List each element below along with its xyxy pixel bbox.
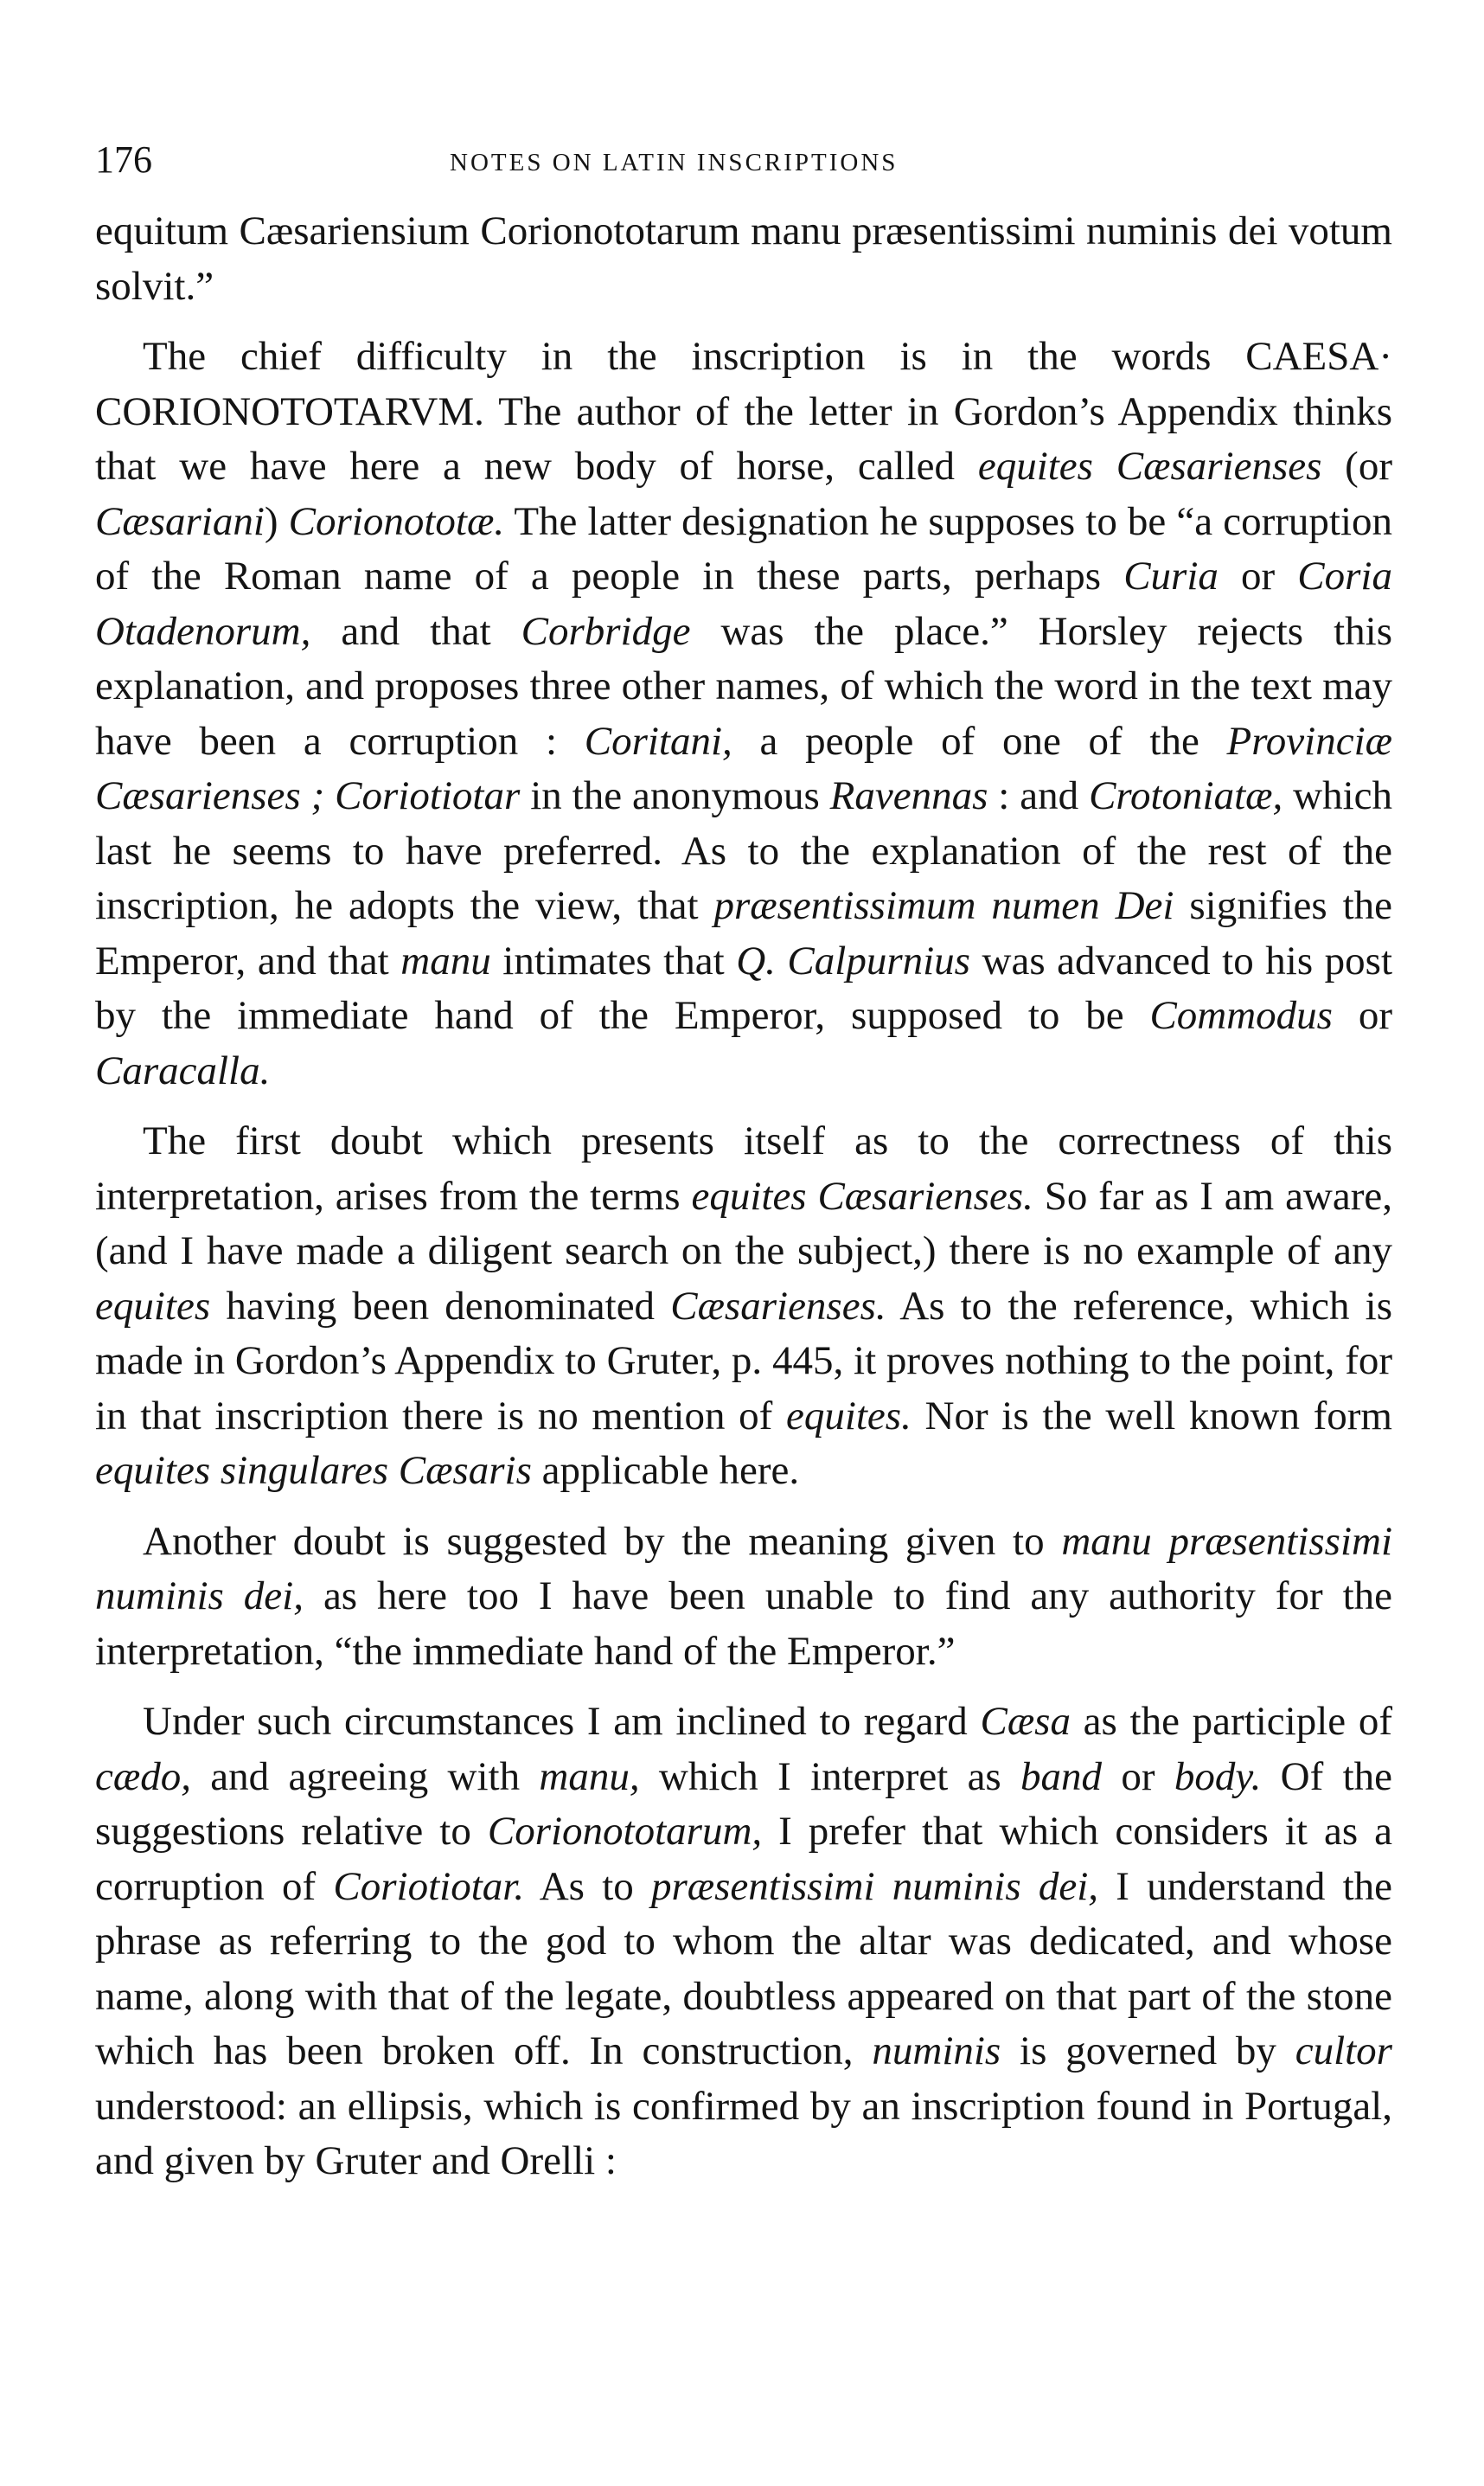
italic-text: body.	[1174, 1753, 1262, 1799]
text-run: and that	[310, 608, 521, 654]
italic-text: Coriotiotar.	[333, 1863, 525, 1909]
italic-text: Coria Otadenorum,	[95, 554, 1392, 654]
italic-text: equites singulares Cæsaris	[95, 1448, 532, 1493]
text-run: So far as I am aware, (and I have made a diligent search on the subject,) there is no example of any	[95, 1173, 1392, 1273]
text-run: signifies the Emperor, and that	[95, 883, 1393, 984]
paragraph	[95, 1114, 1392, 1499]
italic-text: Commodus	[1149, 993, 1333, 1038]
italic-text: Cæsariani	[95, 498, 265, 544]
text-run: I understand the phrase as referring to the god to whom the altar was dedicated, and whose name, along with that of the legate, doubtless appeared on that part of the stone which has been broken off. In construction,	[95, 1863, 1392, 2073]
italic-text: Corionototæ.	[288, 498, 505, 544]
italic-text: equites Cæsarienses	[977, 444, 1322, 489]
text-run: equitum Cæsariensium Corionototarum manu præsentissimi numinis dei votum solvit.”	[95, 208, 1392, 309]
text-run: The latter designation he supposes to be “a corruption of the Roman name of a people in these parts, perhaps	[95, 498, 1393, 599]
text-run: which last he seems to have preferred. As to the explanation of the rest of the inscription, he adopts the view, that	[95, 773, 1393, 928]
italic-text: Cæsa	[980, 1699, 1071, 1744]
text-run: which I interpret as	[639, 1753, 1021, 1799]
text-run: and agreeing with	[190, 1753, 540, 1799]
italic-text: præsentissimi numinis dei,	[650, 1863, 1099, 1909]
text-run: The chief difficulty in the inscription is in the words CAESA· CORIONOTOTARVM. The author of the letter in Gordon’s Appendix thinks that we have here a new body of horse, called	[95, 334, 1392, 489]
page-header	[95, 138, 1392, 199]
italic-text: cædo,	[95, 1753, 191, 1799]
book-page	[95, 138, 1392, 2205]
italic-text: Q. Calpurnius	[736, 938, 970, 984]
italic-text: Provinciæ Cæsarienses ; Coriotiotar	[95, 718, 1392, 818]
italic-text: cultor	[1295, 2028, 1392, 2073]
text-run: or	[1102, 1753, 1174, 1799]
text-run: )	[264, 498, 289, 544]
text-run: as the participle of	[1070, 1699, 1392, 1744]
italic-text: Crotoniatæ,	[1089, 773, 1283, 818]
text-run: I prefer that which considers it as a corruption of	[95, 1809, 1392, 1909]
text-run: : and	[988, 773, 1090, 818]
text-run: applicable here.	[531, 1448, 800, 1493]
paragraph	[95, 1695, 1392, 2189]
text-run: Another doubt is suggested by the meaning given to	[143, 1518, 1062, 1564]
running-title: NOTES ON LATIN INSCRIPTIONS	[450, 149, 899, 176]
text-run: Under such circumstances I am inclined to regard	[143, 1699, 981, 1744]
paragraph-quote-end	[95, 204, 1392, 314]
text-run: or	[1332, 993, 1392, 1038]
text-run: As to the reference, which is made in Gordon’s Appendix to Gruter, p. 445, it proves nothing to the point, for in that inscription there is no mention of	[95, 1283, 1392, 1438]
text-run: (or	[1321, 444, 1392, 489]
italic-text: manu	[400, 938, 491, 984]
text-run: The first doubt which presents itself as to the correctness of this interpretation, arises from the terms	[95, 1118, 1392, 1219]
body-text	[95, 204, 1392, 2189]
italic-text: præsentissimum numen Dei	[713, 883, 1174, 928]
text-run: is governed by	[1001, 2028, 1295, 2073]
italic-text: equites.	[785, 1393, 912, 1438]
italic-text: band	[1020, 1753, 1103, 1799]
italic-text: manu præsentissimi numinis dei,	[95, 1518, 1392, 1618]
text-run: having been denominated	[210, 1283, 671, 1329]
text-run: Of the suggestions relative to	[95, 1753, 1392, 1854]
italic-text: Curia	[1123, 554, 1219, 599]
text-run: in the anonymous	[520, 773, 830, 818]
text-run: Nor is the well known form	[911, 1393, 1392, 1438]
text-run: a people of one of the	[732, 718, 1227, 764]
italic-text: equites Cæsarienses.	[691, 1173, 1033, 1219]
text-run: intimates that	[490, 938, 737, 984]
italic-text: Ravennas	[829, 773, 988, 818]
italic-text: manu,	[539, 1753, 640, 1799]
text-run: was the place.” Horsley rejects this explanation, and proposes three other names, of which the word in the text may have been a corruption :	[95, 608, 1392, 764]
italic-text: numinis	[872, 2028, 1001, 2073]
text-run: or	[1218, 554, 1298, 599]
italic-text: equites	[95, 1283, 211, 1329]
text-run: As to	[524, 1863, 651, 1909]
italic-text: Corbridge	[521, 608, 691, 654]
text-run: was advanced to his post by the immediate hand of the Emperor, supposed to be	[95, 938, 1393, 1038]
italic-text: Cæsarienses.	[670, 1283, 886, 1329]
italic-text: Caracalla.	[95, 1048, 271, 1093]
page-number: 176	[95, 138, 152, 181]
paragraph	[95, 330, 1392, 1099]
italic-text: Corionototarum,	[487, 1809, 763, 1854]
italic-text: Coritani,	[584, 718, 732, 764]
text-run: understood: an ellipsis, which is confirmed by an inscription found in Portugal, and given by Gruter and Orelli :	[95, 2083, 1392, 2183]
paragraph	[95, 1515, 1392, 1680]
text-run: as here too I have been unable to find any authority for the interpretation, “the immediate hand of the Emperor.”	[95, 1573, 1392, 1674]
